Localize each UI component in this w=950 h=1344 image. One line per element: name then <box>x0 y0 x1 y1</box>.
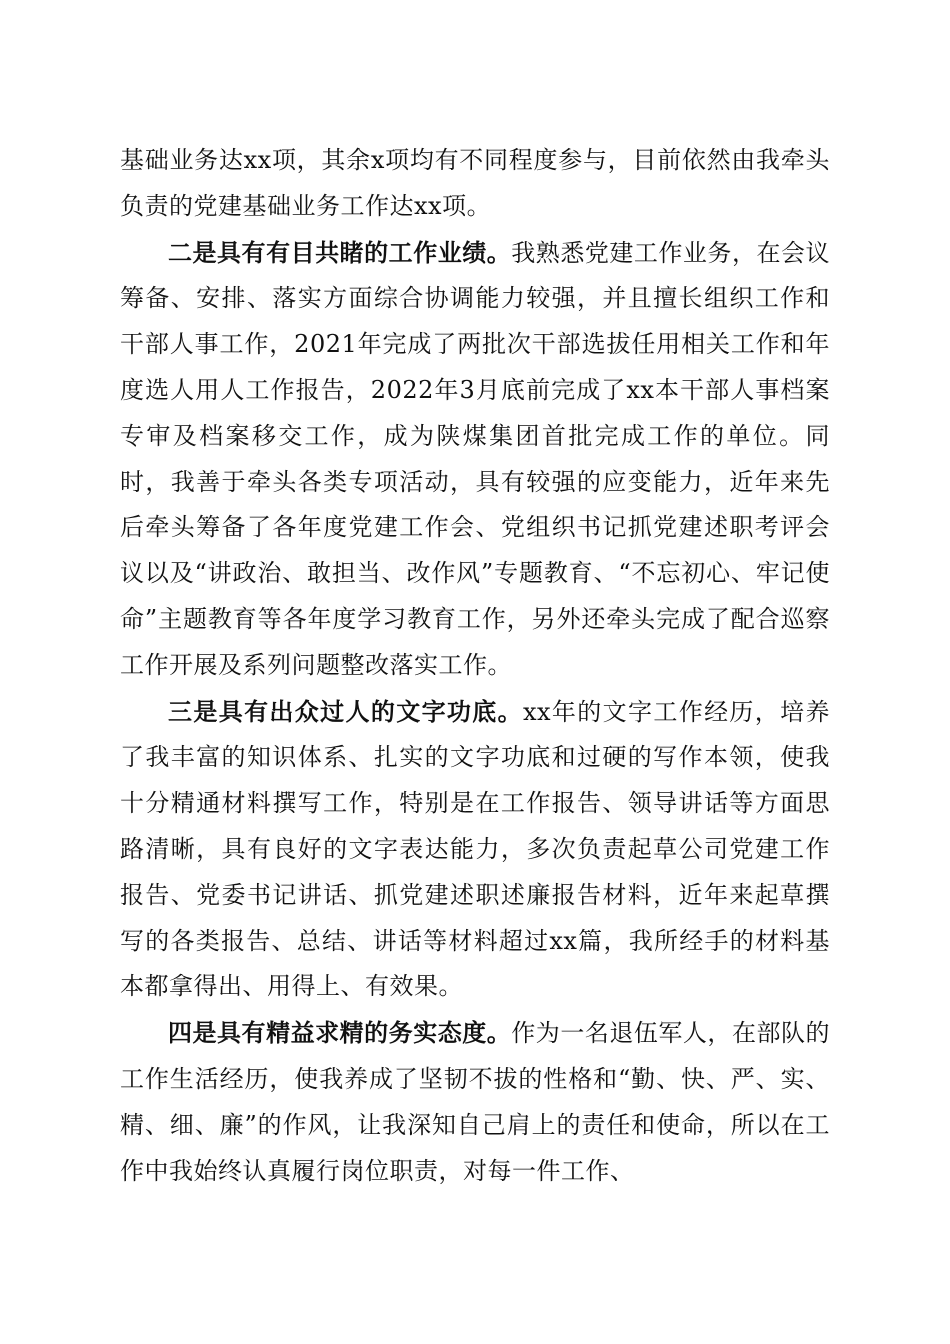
paragraph-2-heading: 二是具有有目共睹的工作业绩。 <box>168 237 512 267</box>
paragraph-3-heading: 三是具有出众过人的文字功底。 <box>168 696 523 726</box>
document-body <box>120 138 830 1194</box>
paragraph-3 <box>120 689 830 1011</box>
paragraph-3-text: xx年的文字工作经历，培养了我丰富的知识体系、扎实的文字功底和过硬的写作本领，使我十分精通材料撰写工作，特别是在工作报告、领导讲话等方面思路清晰，具有良好的文字表达能力，多次负责起草公司党建工作报告、党委书记讲话、抓党建述职述廉报告材料，近年来起草撰写的各类报告、总结、讲话等材料超过xx篇，我所经手的材料基本都拿得出、用得上、有效果。 <box>120 697 830 1001</box>
paragraph-1 <box>120 138 830 230</box>
paragraph-4 <box>120 1010 830 1194</box>
paragraph-2 <box>120 230 830 689</box>
paragraph-4-heading: 四是具有精益求精的务实态度。 <box>168 1018 512 1048</box>
paragraph-1-text: 基础业务达xx项，其余x项均有不同程度参与，目前依然由我牵头负责的党建基础业务工作达xx项。 <box>120 146 830 220</box>
paragraph-2-text: 我熟悉党建工作业务，在会议筹备、安排、落实方面综合协调能力较强，并且擅长组织工作和干部人事工作，2021年完成了两批次干部选拔任用相关工作和年度选人用人工作报告，2022年3月底前完成了xx本干部人事档案专审及档案移交工作，成为陕煤集团首批完成工作的单位。同时，我善于牵头各类专项活动，具有较强的应变能力，近年来先后牵头筹备了各年度党建工作会、党组织书记抓党建述职考评会议以及“讲政治、敢担当、改作风”专题教育、“不忘初心、牢记使命”主题教育等各年度学习教育工作，另外还牵头完成了配合巡察工作开展及系列问题整改落实工作。 <box>120 238 831 679</box>
paragraph-4-text: 作为一名退伍军人，在部队的工作生活经历，使我养成了坚韧不拔的性格和“勤、快、严、实、精、细、廉”的作风，让我深知自己肩上的责任和使命，所以在工作中我始终认真履行岗位职责，对每一件工作、 <box>120 1019 831 1185</box>
